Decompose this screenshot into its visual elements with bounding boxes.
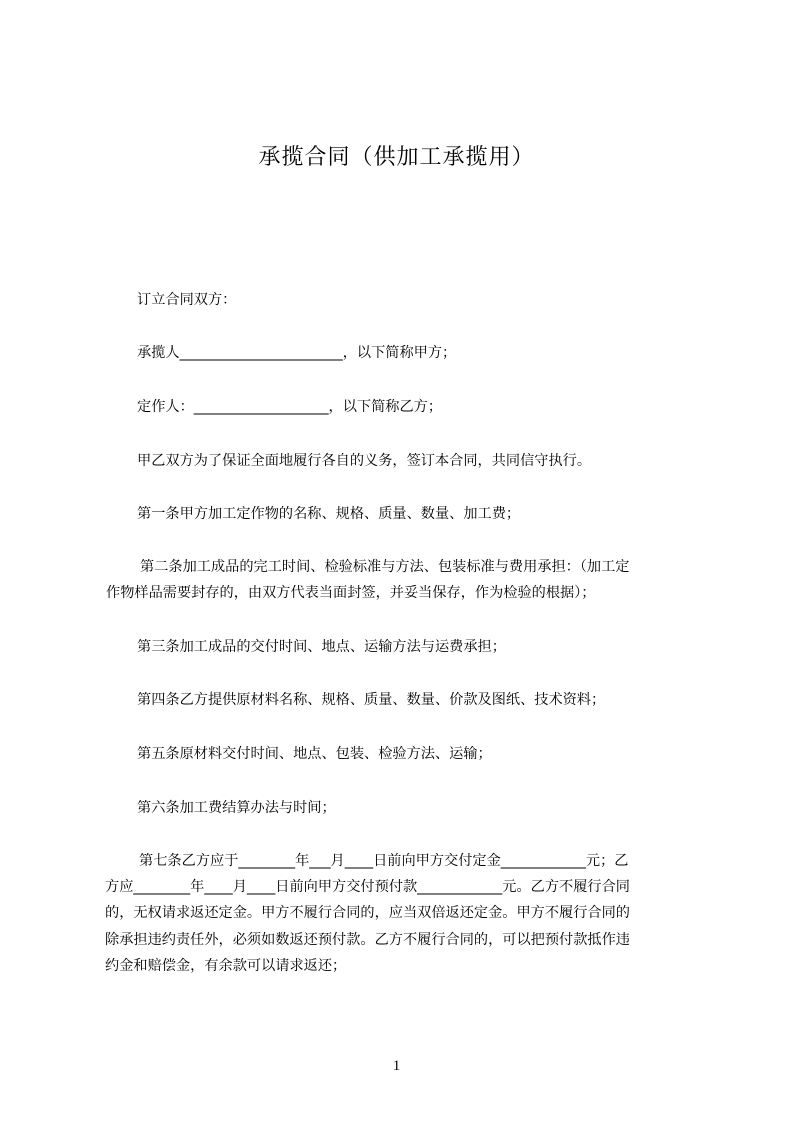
article-5: 第五条原材料交付时间、地点、包装、检验方法、运输； — [137, 746, 492, 762]
article-4: 第四条乙方提供原材料名称、规格、质量、数量、价款及图纸、技术资料； — [137, 692, 606, 708]
page-number: 1 — [392, 1058, 401, 1074]
article-7-line-3: 的，无权请求返还定金。甲方不履行合同的，应当双倍返还定金。甲方不履行合同的 — [105, 905, 630, 921]
article-7-line-4: 除承担违约责任外，必须如数返还预付款。乙方不履行合同的，可以把预付款抵作违 — [105, 932, 630, 948]
article-7-line-2: 方应________年____月____日前向甲方交付预付款____________元。乙方不履行合同 — [105, 879, 630, 895]
article-6: 第六条加工费结算办法与时间； — [137, 800, 336, 816]
article-1: 第一条甲方加工定作物的名称、规格、质量、数量、加工费； — [137, 506, 521, 522]
contractor-line: 承揽人_______________________，以下简称甲方； — [137, 345, 457, 361]
article-3: 第三条加工成品的交付时间、地点、运输方法与运费承担； — [137, 639, 506, 655]
parties-heading: 订立合同双方： — [137, 292, 237, 308]
document-title: 承揽合同（供加工承揽用） — [258, 145, 535, 170]
preamble-paragraph: 甲乙双方为了保证全面地履行各自的义务，签订本合同，共同信守执行。 — [137, 453, 592, 469]
orderer-line: 定作人：___________________，以下简称乙方； — [137, 399, 443, 415]
article-7-line-5: 约金和赔偿金，有余款可以请求返还； — [105, 958, 347, 974]
article-2-line-1: 第二条加工成品的完工时间、检验标准与方法、包装标准与费用承担：（加工定 — [140, 559, 630, 575]
article-7-line-1: 第七条乙方应于________年___月____日前向甲方交付定金____________元；乙 — [139, 853, 629, 869]
article-2-line-2: 作物样品需要封存的，由双方代表当面封签，并妥当保存，作为检验的根据）； — [106, 585, 596, 601]
